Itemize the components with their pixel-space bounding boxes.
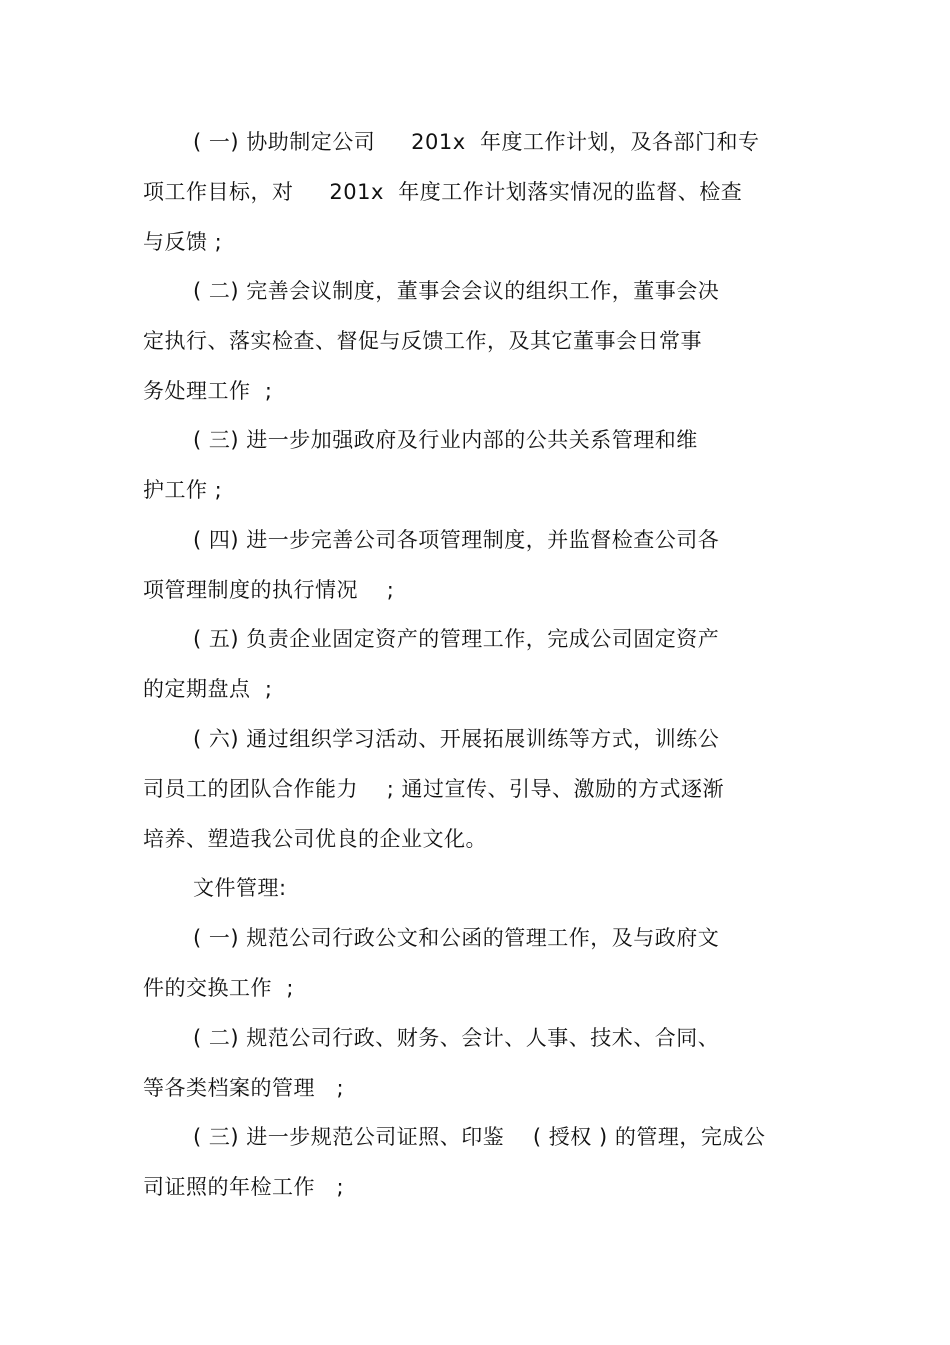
paragraph-line: ( 一) 规范公司行政公文和公函的管理工作，及与政府文	[193, 926, 720, 950]
paragraph-line: ( 六) 通过组织学习活动、开展拓展训练等方式，训练公	[193, 727, 720, 751]
paragraph-line: 等各类档案的管理 ;	[143, 1076, 345, 1100]
paragraph-line: 项工作目标，对 201x 年度工作计划落实情况的监督、检查	[143, 180, 743, 204]
paragraph-line: 司员工的团队合作能力 ; 通过宣传、引导、激励的方式逐渐	[143, 777, 724, 801]
paragraph-line: 培养、塑造我公司优良的企业文化。	[143, 827, 487, 851]
paragraph-line: 司证照的年检工作 ;	[143, 1175, 345, 1199]
paragraph-line: ( 二) 完善会议制度，董事会会议的组织工作，董事会决	[193, 279, 720, 303]
paragraph-line: 件的交换工作 ;	[143, 976, 294, 1000]
paragraph-line: ( 五) 负责企业固定资产的管理工作，完成公司固定资产	[193, 627, 720, 651]
paragraph-line: 定执行、落实检查、督促与反馈工作，及其它董事会日常事	[143, 329, 702, 353]
paragraph-line: 护工作 ;	[143, 478, 223, 502]
paragraph-line: ( 三) 进一步规范公司证照、印鉴 ( 授权 ) 的管理，完成公	[193, 1125, 766, 1149]
paragraph-line: ( 二) 规范公司行政、财务、会计、人事、技术、合同、	[193, 1026, 720, 1050]
paragraph-line: 务处理工作 ;	[143, 379, 273, 403]
paragraph-line: 的定期盘点 ;	[143, 677, 273, 701]
paragraph-line: ( 四) 进一步完善公司各项管理制度，并监督检查公司各	[193, 528, 720, 552]
paragraph-line: ( 一) 协助制定公司 201x 年度工作计划，及各部门和专	[193, 130, 760, 154]
paragraph-line: ( 三) 进一步加强政府及行业内部的公共关系管理和维	[193, 428, 698, 452]
paragraph-line: 项管理制度的执行情况 ;	[143, 578, 395, 602]
paragraph-line: 与反馈 ;	[143, 230, 223, 254]
section-heading: 文件管理:	[193, 876, 287, 900]
